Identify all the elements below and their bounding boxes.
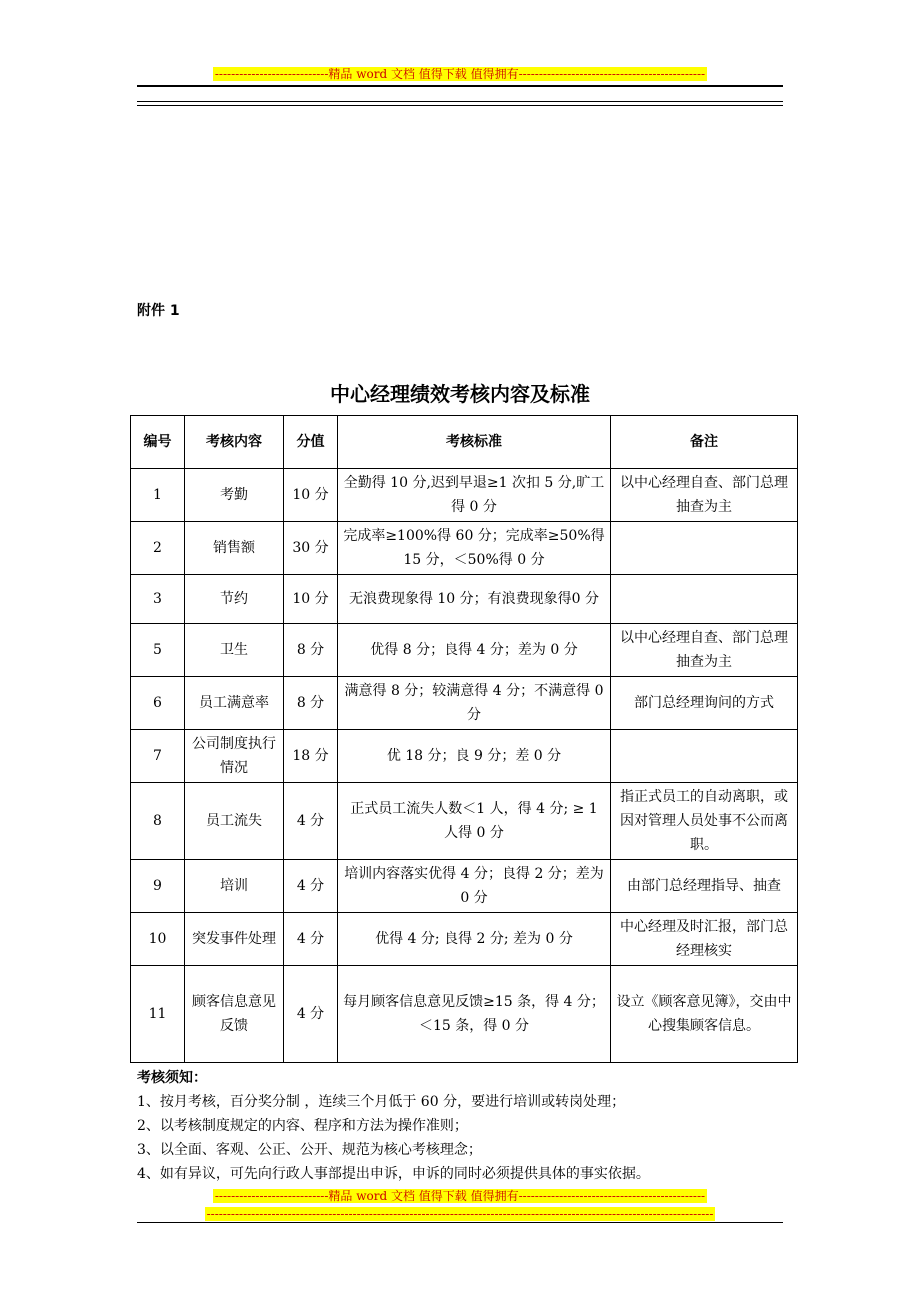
cell-no: 11	[131, 966, 185, 1063]
cell-item: 员工流失	[185, 783, 284, 860]
cell-standard: 优 18 分；良 9 分；差 0 分	[338, 730, 611, 783]
cell-item: 销售额	[185, 522, 284, 575]
footer-banner	[0, 1188, 920, 1204]
cell-score: 8 分	[284, 624, 338, 677]
assessment-notes	[137, 1066, 797, 1186]
cell-standard: 优得 8 分；良得 4 分；差为 0 分	[338, 624, 611, 677]
cell-note	[611, 575, 798, 624]
cell-standard: 优得 4 分; 良得 2 分; 差为 0 分	[338, 913, 611, 966]
table-row	[131, 624, 798, 677]
cell-no: 5	[131, 624, 185, 677]
cell-item: 考勤	[185, 469, 284, 522]
table-row	[131, 966, 798, 1063]
header-rule-middle	[137, 101, 783, 102]
cell-no: 9	[131, 860, 185, 913]
cell-score: 30 分	[284, 522, 338, 575]
table-row	[131, 860, 798, 913]
header-rule-bottom	[137, 105, 783, 106]
footer-dash-text: -----------------------------------------------------------------------------------------------------------------------------	[206, 1207, 714, 1221]
note-item: 2、以考核制度规定的内容、程序和方法为操作准则；	[137, 1118, 468, 1134]
assessment-table	[130, 415, 798, 1063]
col-header-item: 考核内容	[185, 416, 284, 469]
cell-no: 2	[131, 522, 185, 575]
cell-note: 由部门总经理指导、抽查	[611, 860, 798, 913]
cell-item: 顾客信息意见反馈	[185, 966, 284, 1063]
cell-no: 8	[131, 783, 185, 860]
cell-score: 4 分	[284, 860, 338, 913]
cell-standard: 满意得 8 分；较满意得 4 分；不满意得 0 分	[338, 677, 611, 730]
cell-score: 8 分	[284, 677, 338, 730]
table-row	[131, 469, 798, 522]
table-row	[131, 783, 798, 860]
note-item: 4、如有异议，可先向行政人事部提出申诉，申诉的同时必须提供具体的事实依据。	[137, 1166, 650, 1182]
attachment-label: 附件 1	[137, 303, 180, 319]
cell-item: 公司制度执行情况	[185, 730, 284, 783]
table-row	[131, 575, 798, 624]
col-header-no: 编号	[131, 416, 185, 469]
cell-item: 卫生	[185, 624, 284, 677]
cell-note: 部门总经理询问的方式	[611, 677, 798, 730]
col-header-note: 备注	[611, 416, 798, 469]
cell-no: 6	[131, 677, 185, 730]
table-row	[131, 522, 798, 575]
cell-note	[611, 522, 798, 575]
table-row	[131, 913, 798, 966]
footer-banner-text: ----------------------------精品 word 文档 值得下载 值得拥有----------------------------------------------	[214, 1189, 706, 1203]
cell-standard: 全勤得 10 分,迟到早退≥1 次扣 5 分,旷工得 0 分	[338, 469, 611, 522]
cell-score: 18 分	[284, 730, 338, 783]
header-banner	[0, 66, 920, 82]
col-header-standard: 考核标准	[338, 416, 611, 469]
cell-score: 4 分	[284, 966, 338, 1063]
cell-note: 设立《顾客意见簿》，交由中心搜集顾客信息。	[611, 966, 798, 1063]
cell-standard: 正式员工流失人数＜1 人，得 4 分; ≥ 1 人得 0 分	[338, 783, 611, 860]
cell-note: 以中心经理自查、部门总理抽查为主	[611, 469, 798, 522]
footer-rule	[137, 1222, 783, 1223]
cell-no: 1	[131, 469, 185, 522]
cell-standard: 无浪费现象得 10 分；有浪费现象得0 分	[338, 575, 611, 624]
header-rule-top	[137, 85, 783, 87]
cell-no: 7	[131, 730, 185, 783]
cell-note	[611, 730, 798, 783]
cell-no: 10	[131, 913, 185, 966]
table-header-row	[131, 416, 798, 469]
cell-item: 员工满意率	[185, 677, 284, 730]
cell-score: 4 分	[284, 783, 338, 860]
cell-note: 以中心经理自查、部门总理抽查为主	[611, 624, 798, 677]
note-item: 3、以全面、客观、公正、公开、规范为核心考核理念；	[137, 1142, 482, 1158]
cell-note: 指正式员工的自动离职，或因对管理人员处事不公而离职。	[611, 783, 798, 860]
cell-standard: 完成率≥100%得 60 分；完成率≥50%得 15 分，＜50%得 0 分	[338, 522, 611, 575]
notes-heading: 考核须知：	[137, 1070, 207, 1086]
header-banner-text: ----------------------------精品 word 文档 值得下载 值得拥有----------------------------------------------	[214, 67, 706, 81]
table-row	[131, 677, 798, 730]
footer-dash-line	[0, 1206, 920, 1222]
note-item: 1、按月考核，百分奖分制 ，连续三个月低于 60 分，要进行培训或转岗处理；	[137, 1094, 626, 1110]
cell-item: 节约	[185, 575, 284, 624]
cell-no: 3	[131, 575, 185, 624]
cell-item: 培训	[185, 860, 284, 913]
cell-score: 10 分	[284, 469, 338, 522]
cell-note: 中心经理及时汇报，部门总经理核实	[611, 913, 798, 966]
cell-standard: 培训内容落实优得 4 分；良得 2 分；差为 0 分	[338, 860, 611, 913]
cell-score: 4 分	[284, 913, 338, 966]
page-title: 中心经理绩效考核内容及标准	[330, 382, 590, 406]
col-header-score: 分值	[284, 416, 338, 469]
cell-standard: 每月顾客信息意见反馈≥15 条，得 4 分；＜15 条，得 0 分	[338, 966, 611, 1063]
table-row	[131, 730, 798, 783]
cell-item: 突发事件处理	[185, 913, 284, 966]
cell-score: 10 分	[284, 575, 338, 624]
